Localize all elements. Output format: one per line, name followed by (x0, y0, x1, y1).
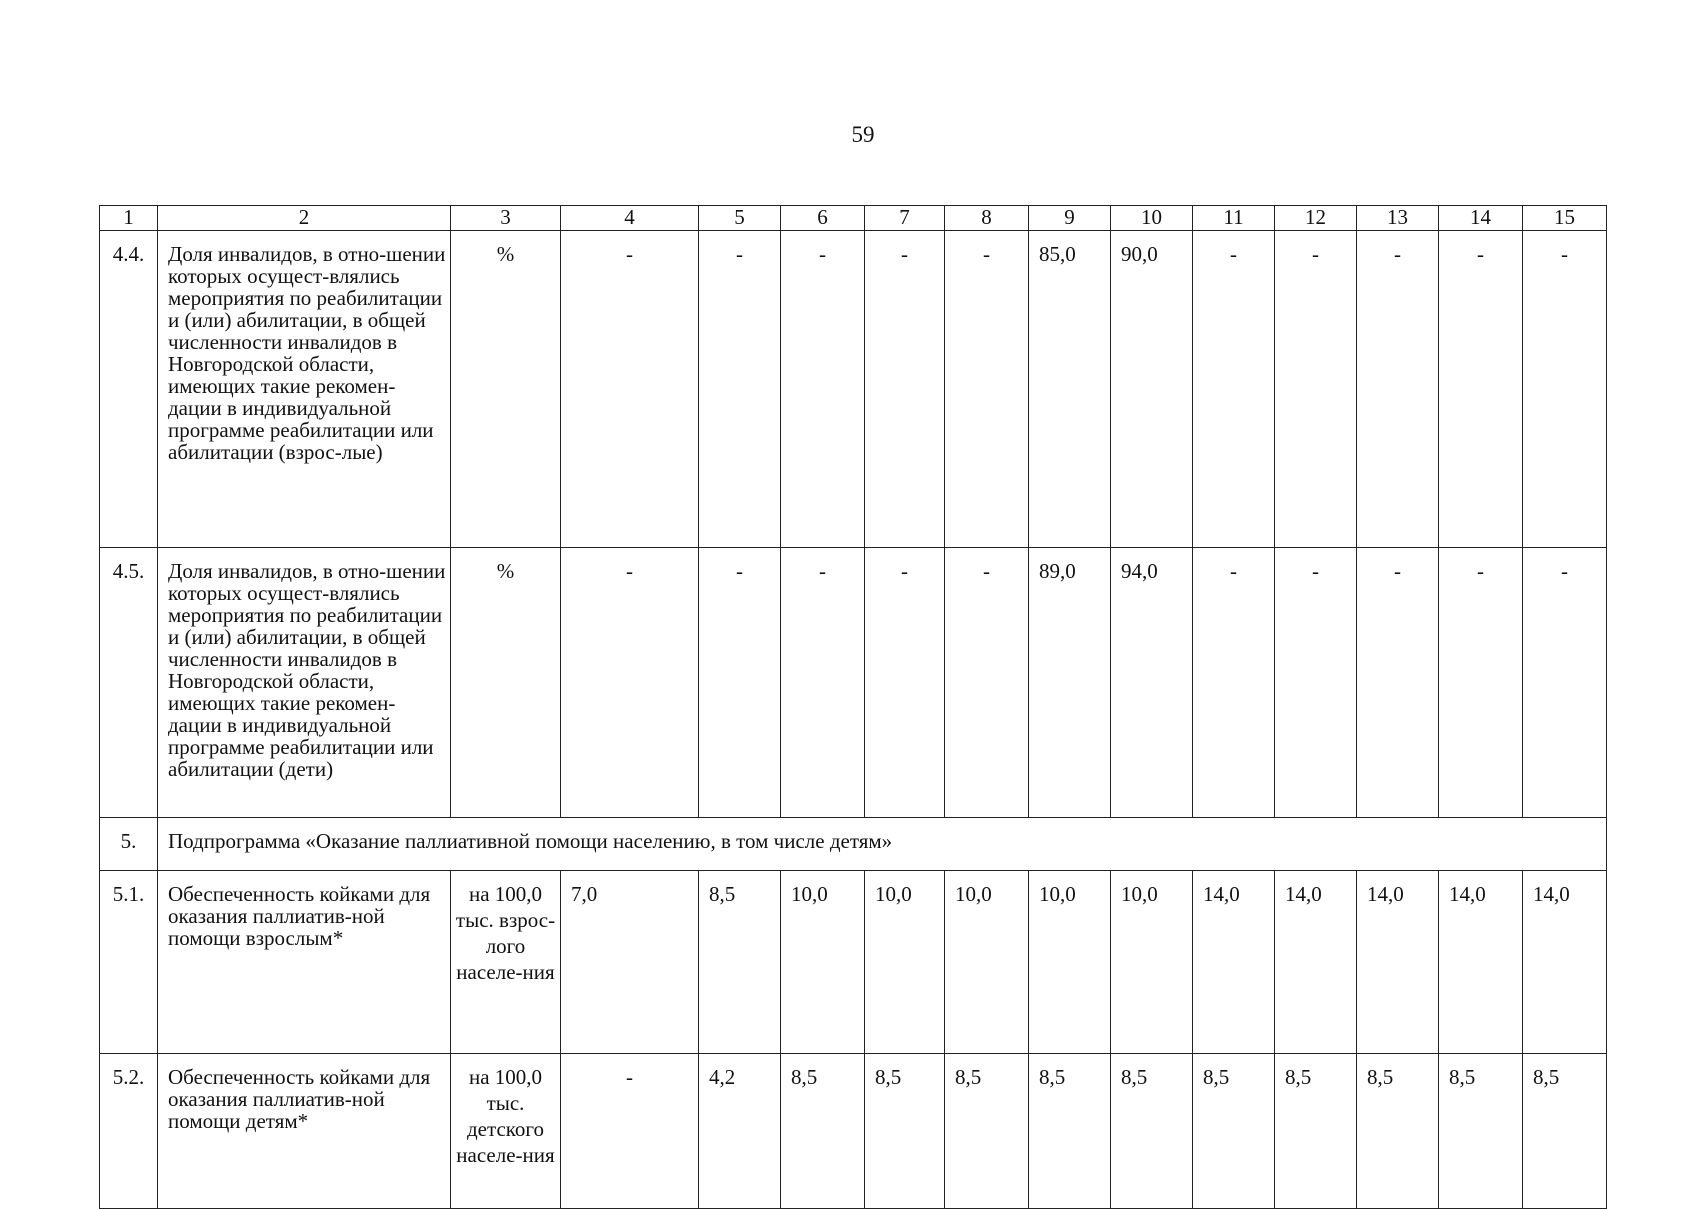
value-cell: 8,5 (945, 1054, 1029, 1209)
value-cell: 14,0 (1193, 871, 1275, 1054)
value-cell: - (945, 231, 1029, 548)
col-header: 9 (1029, 206, 1111, 231)
value-cell: 7,0 (561, 871, 699, 1054)
indicator-name: Доля инвалидов, в отно-шении которых осущест-влялись мероприятия по реабилитации и (или) абилитации, в общей численности инвалидов в Новгородской области, имеющих такие рекомен-дации в индивидуальной программе реабилитации или абилитации (взрос-лые) (158, 231, 451, 548)
value-cell: 8,5 (1523, 1054, 1607, 1209)
value-cell: - (1523, 231, 1607, 548)
unit-cell: % (451, 548, 561, 818)
value-cell: 8,5 (1193, 1054, 1275, 1209)
value-cell: - (699, 231, 781, 548)
value-cell: 8,5 (1029, 1054, 1111, 1209)
value-cell: 10,0 (945, 871, 1029, 1054)
value-cell: - (1523, 548, 1607, 818)
section-row (100, 818, 1607, 871)
value-cell: 8,5 (1439, 1054, 1523, 1209)
table-row (100, 871, 1607, 1054)
col-header: 6 (781, 206, 865, 231)
header-row (100, 206, 1607, 231)
value-cell: - (1275, 548, 1357, 818)
row-number: 4.4. (100, 231, 158, 548)
col-header: 11 (1193, 206, 1275, 231)
row-number: 5.2. (100, 1054, 158, 1209)
value-cell: 90,0 (1111, 231, 1193, 548)
value-cell: - (699, 548, 781, 818)
value-cell: - (1439, 231, 1523, 548)
indicator-name: Обеспеченность койками для оказания паллиатив-ной помощи детям* (158, 1054, 451, 1209)
section-title: Подпрограмма «Оказание паллиативной помощи населению, в том числе детям» (158, 818, 1607, 871)
row-number: 5.1. (100, 871, 158, 1054)
value-cell: - (1357, 231, 1439, 548)
value-cell: - (781, 548, 865, 818)
value-cell: 14,0 (1439, 871, 1523, 1054)
value-cell: - (1193, 231, 1275, 548)
value-cell: 89,0 (1029, 548, 1111, 818)
value-cell: 94,0 (1111, 548, 1193, 818)
value-cell: 8,5 (699, 871, 781, 1054)
table-row (100, 1054, 1607, 1209)
col-header: 12 (1275, 206, 1357, 231)
value-cell: - (781, 231, 865, 548)
row-number: 5. (100, 818, 158, 871)
value-cell: - (945, 548, 1029, 818)
col-header: 1 (100, 206, 158, 231)
unit-cell: на 100,0 тыс. взрос-лого населе-ния (451, 871, 561, 1054)
indicators-table (99, 205, 1607, 1209)
col-header: 7 (865, 206, 945, 231)
value-cell: 8,5 (865, 1054, 945, 1209)
row-number: 4.5. (100, 548, 158, 818)
value-cell: 14,0 (1357, 871, 1439, 1054)
col-header: 10 (1111, 206, 1193, 231)
col-header: 4 (561, 206, 699, 231)
unit-cell: % (451, 231, 561, 548)
value-cell: 85,0 (1029, 231, 1111, 548)
value-cell: 14,0 (1275, 871, 1357, 1054)
value-cell: 10,0 (1111, 871, 1193, 1054)
value-cell: - (1357, 548, 1439, 818)
table-row (100, 548, 1607, 818)
value-cell: - (1439, 548, 1523, 818)
table-row (100, 231, 1607, 548)
col-header: 8 (945, 206, 1029, 231)
col-header: 5 (699, 206, 781, 231)
value-cell: 10,0 (1029, 871, 1111, 1054)
value-cell: 10,0 (781, 871, 865, 1054)
col-header: 3 (451, 206, 561, 231)
col-header: 14 (1439, 206, 1523, 231)
value-cell: - (561, 548, 699, 818)
col-header: 2 (158, 206, 451, 231)
value-cell: - (1275, 231, 1357, 548)
value-cell: 8,5 (1275, 1054, 1357, 1209)
unit-cell: на 100,0 тыс. детского населе-ния (451, 1054, 561, 1209)
col-header: 13 (1357, 206, 1439, 231)
value-cell: - (561, 231, 699, 548)
value-cell: 8,5 (1357, 1054, 1439, 1209)
indicator-name: Обеспеченность койками для оказания паллиатив-ной помощи взрослым* (158, 871, 451, 1054)
value-cell: 14,0 (1523, 871, 1607, 1054)
page-number: 59 (851, 122, 875, 147)
value-cell: - (561, 1054, 699, 1209)
col-header: 15 (1523, 206, 1607, 231)
value-cell: 8,5 (1111, 1054, 1193, 1209)
value-cell: - (1193, 548, 1275, 818)
value-cell: 10,0 (865, 871, 945, 1054)
value-cell: 8,5 (781, 1054, 865, 1209)
value-cell: - (865, 548, 945, 818)
value-cell: 4,2 (699, 1054, 781, 1209)
value-cell: - (865, 231, 945, 548)
indicator-name: Доля инвалидов, в отно-шении которых осущест-влялись мероприятия по реабилитации и (или) абилитации, в общей численности инвалидов в Новгородской области, имеющих такие рекомен-дации в индивидуальной программе реабилитации или абилитации (дети) (158, 548, 451, 818)
